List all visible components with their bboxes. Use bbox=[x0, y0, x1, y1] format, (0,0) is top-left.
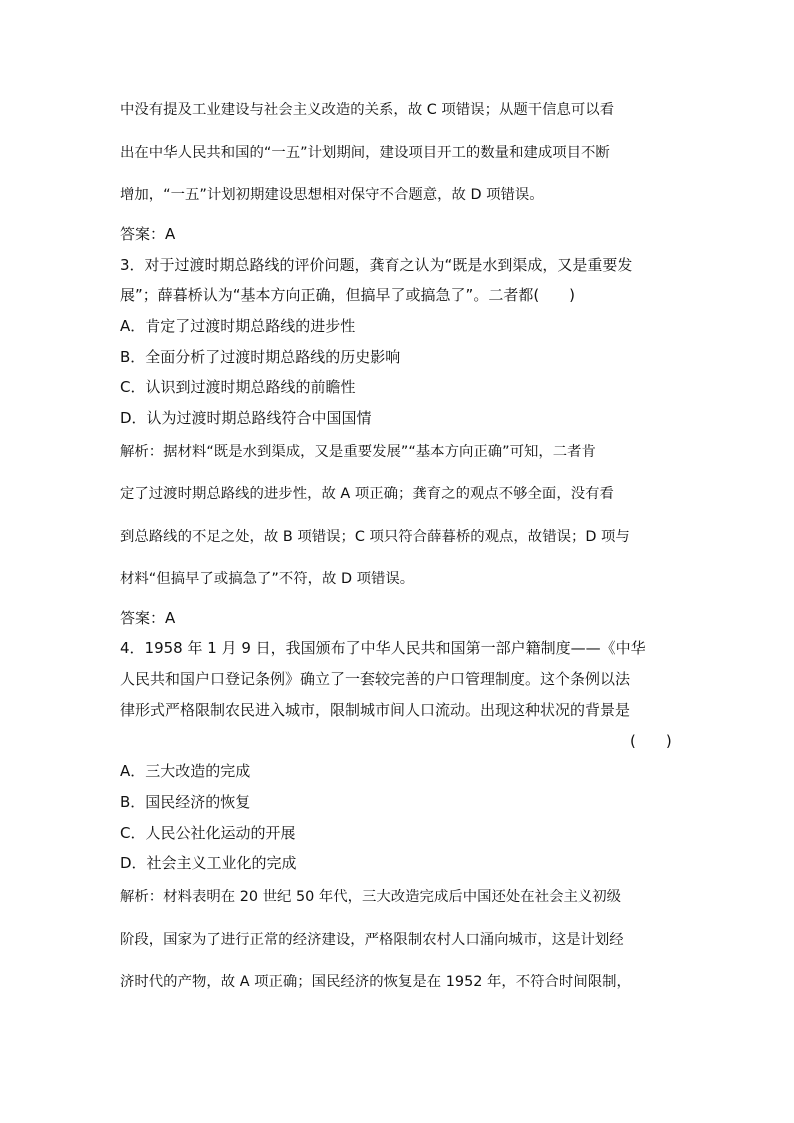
text-line-1: 中没有提及工业建设与社会主义改造的关系，故 C 项错误；从题干信息可以看 bbox=[120, 102, 615, 118]
answer-line-1: 答案：A bbox=[120, 225, 176, 243]
question-4-line-2: 人民共和国户口登记条例》确立了一套较完善的户口管理制度。这个条例以法 bbox=[120, 670, 631, 688]
question-4-answer-paren: ( ) bbox=[630, 732, 672, 750]
analysis-3-line-3: 到总路线的不足之处，故 B 项错误；C 项只符合薛暮桥的观点，故错误；D 项与 bbox=[120, 529, 630, 545]
option-3a: A．肯定了过渡时期总路线的进步性 bbox=[120, 317, 356, 335]
text-line-2: 出在中华人民共和国的“一五”计划期间，建设项目开工的数量和建成项目不断 bbox=[120, 145, 610, 161]
question-3-line-1: 3．对于过渡时期总路线的评价问题，龚育之认为“既是水到渠成，又是重要发 bbox=[120, 256, 633, 274]
option-3b: B．全面分析了过渡时期总路线的历史影响 bbox=[120, 348, 401, 366]
analysis-4-line-1: 解析：材料表明在 20 世纪 50 年代，三大改造完成后中国还处在社会主义初级 bbox=[120, 889, 622, 905]
option-4d: D．社会主义工业化的完成 bbox=[120, 854, 297, 872]
question-4-line-3: 律形式严格限制农民进入城市，限制城市间人口流动。出现这种状况的背景是 bbox=[120, 701, 631, 719]
analysis-3-line-2: 定了过渡时期总路线的进步性，故 A 项正确；龚育之的观点不够全面，没有看 bbox=[120, 486, 614, 502]
analysis-4-line-3: 济时代的产物，故 A 项正确；国民经济的恢复是在 1952 年，不符合时间限制， bbox=[120, 974, 631, 990]
answer-line-2: 答案：A bbox=[120, 609, 176, 627]
option-4c: C．人民公社化运动的开展 bbox=[120, 824, 296, 842]
question-4-line-1: 4．1958 年 1 月 9 日，我国颁布了中华人民共和国第一部户籍制度——《中华 bbox=[120, 639, 646, 657]
option-3c: C．认识到过渡时期总路线的前瞻性 bbox=[120, 378, 356, 396]
option-4b: B．国民经济的恢复 bbox=[120, 793, 251, 811]
analysis-3-line-1: 解析：据材料“既是水到渠成，又是重要发展”“基本方向正确”可知，二者肯 bbox=[120, 444, 596, 460]
question-3-line-2: 展”；薛暮桥认为“基本方向正确，但搞早了或搞急了”。二者都( ) bbox=[120, 286, 576, 304]
text-line-3: 增加，“一五”计划初期建设思想相对保守不合题意，故 D 项错误。 bbox=[120, 187, 544, 203]
option-4a: A．三大改造的完成 bbox=[120, 762, 251, 780]
analysis-3-line-4: 材料“但搞早了或搞急了”不符，故 D 项错误。 bbox=[120, 571, 415, 587]
option-3d: D．认为过渡时期总路线符合中国国情 bbox=[120, 409, 372, 427]
analysis-4-line-2: 阶段，国家为了进行正常的经济建设，严格限制农村人口涌向城市，这是计划经 bbox=[120, 932, 624, 948]
